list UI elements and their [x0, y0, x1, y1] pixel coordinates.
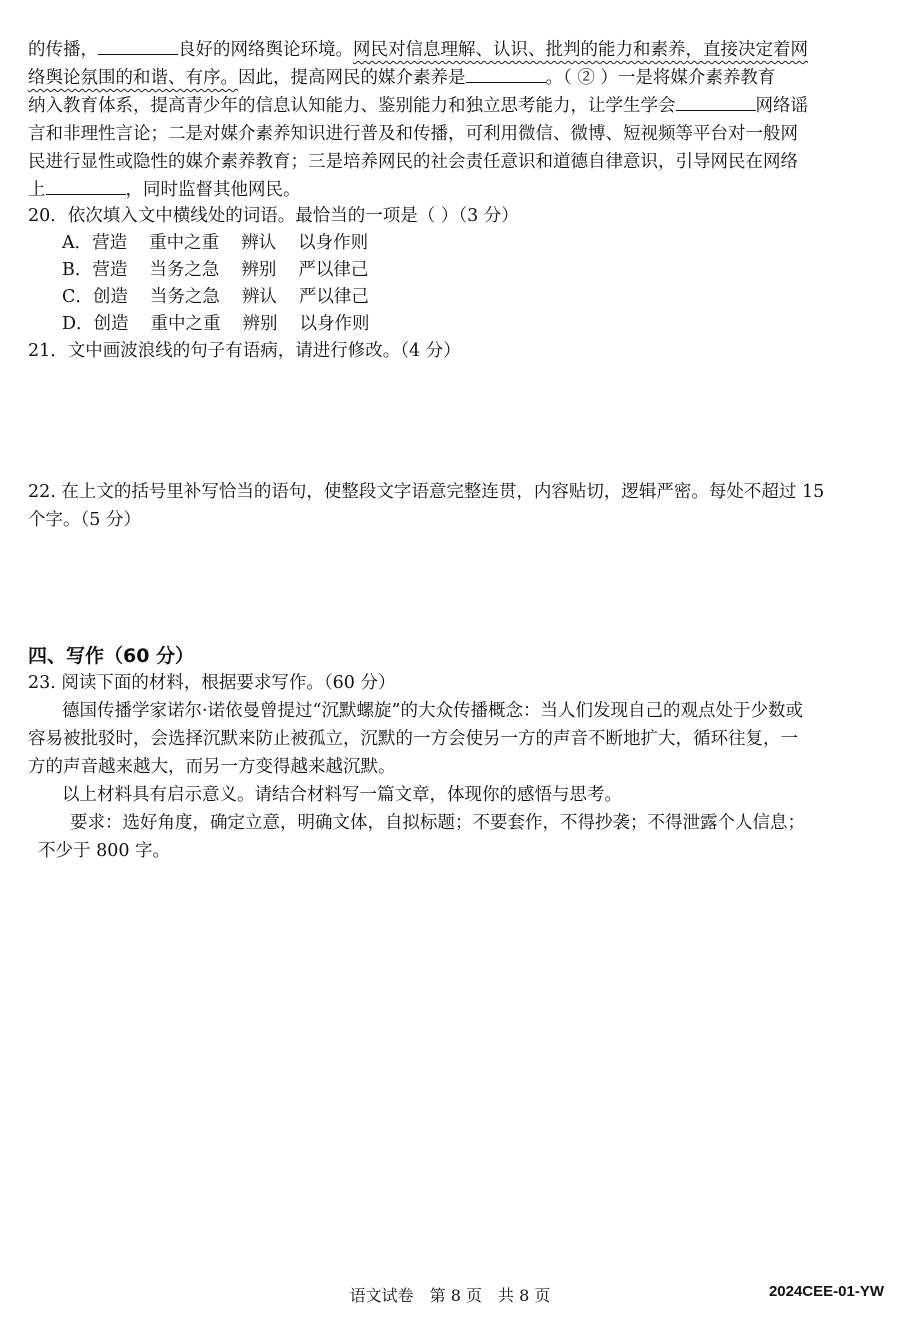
- option-d: D．创造 重中之重 辨别 以身作则: [62, 314, 370, 334]
- wavy-sentence-part-2: 络舆论氛围的和谐、有序。: [28, 68, 238, 88]
- wavy-sentence-part-1: 网民对信息理解、认识、批判的能力和素养，直接决定着网: [353, 40, 808, 60]
- option-a: A．营造 重中之重 辨认 以身作则: [62, 233, 369, 253]
- blank-4: [46, 178, 126, 195]
- material-line-1: 德国传播学家诺尔·诺依曼曾提过“沉默螺旋”的大众传播概念：当人们发现自己的观点处于少数或: [62, 701, 803, 721]
- passage-line-5: 民进行显性或隐性的媒介素养教育；三是培养网民的社会责任意识和道德自律意识，引导网民在网络: [28, 152, 798, 172]
- blank-1: [98, 38, 178, 55]
- page-footer: 语文试卷 第 8 页 共 8 页: [349, 1286, 551, 1305]
- passage-line-6: 上 ，同时监督其他网民。: [28, 180, 301, 200]
- blank-3: [676, 94, 756, 111]
- passage-line-3: 纳入教育体系，提高青少年的信息认知能力、鉴别能力和独立思考能力，让学生学会 网络谣: [28, 96, 808, 116]
- question-22-line-2: 个字。（5 分）: [28, 510, 141, 530]
- material-line-2: 容易被批驳时，会选择沉默来防止被孤立，沉默的一方会使另一方的声音不断地扩大，循环往复，一: [28, 729, 798, 749]
- question-22-line-1: 22. 在上文的括号里补写恰当的语句，使整段文字语意完整连贯，内容贴切，逻辑严密。每处不超过 15: [28, 482, 825, 502]
- option-c: C．创造 当务之急 辨认 严以律己: [62, 287, 369, 307]
- requirements-line-1: 要求：选好角度，确定立意，明确文体，自拟标题；不要套作，不得抄袭；不得泄露个人信息；: [70, 813, 805, 833]
- section-4-title: 四、写作（60 分）: [28, 645, 195, 667]
- requirements-line-2: 不少于 800 字。: [38, 841, 171, 861]
- question-20-stem: 20．依次填入文中横线处的词语。最恰当的一项是（ ）（3 分）: [28, 206, 519, 226]
- question-23-stem: 23. 阅读下面的材料，根据要求写作。（60 分）: [28, 673, 396, 693]
- passage-line-2: 络舆论氛围的和谐、有序。因此，提高网民的媒介素养是 。（ ② ）一是将媒介素养教育: [28, 68, 776, 88]
- question-21-stem: 21．文中画波浪线的句子有语病，请进行修改。（4 分）: [28, 341, 461, 361]
- material-line-4: 以上材料具有启示意义。请结合材料写一篇文章，体现你的感悟与思考。: [62, 785, 622, 805]
- material-line-3: 方的声音越来越大，而另一方变得越来越沉默。: [28, 757, 396, 777]
- exam-code: 2024CEE-01-YW: [768, 1283, 884, 1300]
- blank-2: [466, 66, 546, 83]
- passage-line-1: 的传播， 良好的网络舆论环境。网民对信息理解、认识、批判的能力和素养，直接决定着网: [28, 40, 808, 60]
- option-b: B．营造 当务之急 辨别 严以律己: [62, 260, 369, 280]
- passage-line-4: 言和非理性言论；二是对媒介素养知识进行普及和传播，可利用微信、微博、短视频等平台对一般网: [28, 124, 798, 144]
